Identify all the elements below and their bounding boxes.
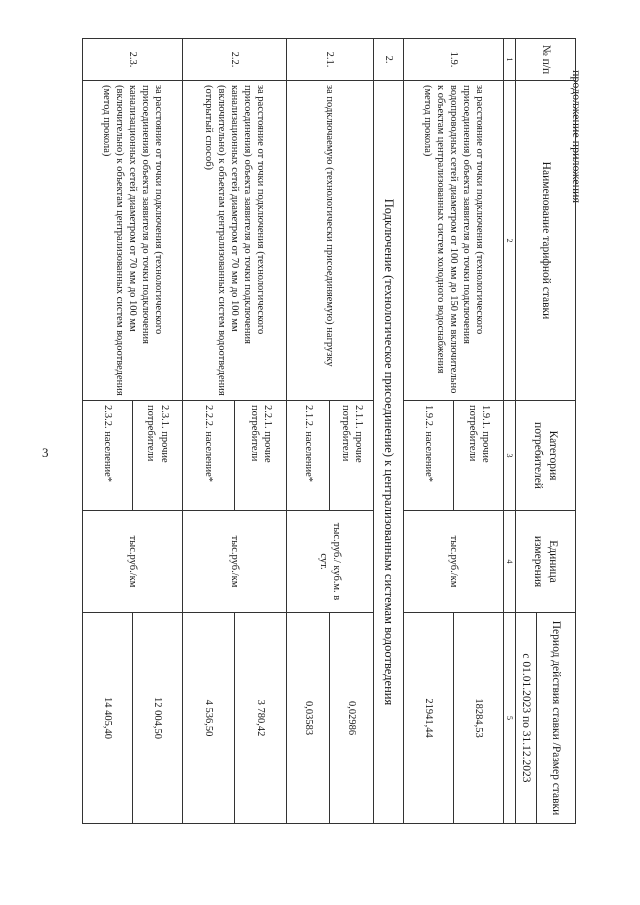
- table-header-row: [536, 39, 575, 824]
- row-number: 2.2.: [182, 39, 286, 81]
- unit: тыс.руб./км: [83, 511, 183, 613]
- unit: тыс.руб./км: [182, 511, 286, 613]
- col-index: 3: [504, 401, 516, 511]
- consumer-category: 2.2.2. население*: [182, 401, 234, 511]
- row-number: 2.1.: [287, 39, 374, 81]
- header-name: Наименование тарифной ставки: [515, 81, 575, 401]
- column-index-row: [504, 39, 516, 824]
- header-num: № п/п: [515, 39, 575, 81]
- consumer-category: 2.2.1. прочие потребители: [234, 401, 286, 511]
- header-unit: Единица измерения: [515, 511, 575, 613]
- consumer-category: 2.3.1. прочие потребители: [132, 401, 182, 511]
- rate-value: 0,03583: [287, 613, 330, 824]
- header-period: Период действия ставки /Размер ставки: [536, 613, 575, 824]
- tariff-name: за расстояние от точки подключения (технологического присоединения) объекта заявителя до точки подключения канализационных сетей диаметром от 70 мм до 100 мм (включительно) к объектам централизованных систем водоотведения (открытый способ): [182, 81, 286, 401]
- section-title: Подключение (технологическое присоединение) к централизованным системам водоотведения: [373, 81, 403, 824]
- rate-value: 12 004,50: [132, 613, 182, 824]
- rate-value: 3 780,42: [234, 613, 286, 824]
- table-row: [132, 39, 182, 824]
- consumer-category: 2.1.1. прочие потребители: [330, 401, 373, 511]
- tariff-name: за подключаемую (технологически присоединяемую) нагрузку: [287, 81, 374, 401]
- tariff-table-wrapper: [82, 38, 576, 823]
- rate-value: 18284,53: [454, 613, 504, 824]
- table-row: [454, 39, 504, 824]
- page-number: 3: [42, 445, 49, 460]
- header-date-range: с 01.01.2023 по 31.12.2023: [515, 613, 536, 824]
- tariff-name: за расстояние от точки подключения (технологического присоединения) объекта заявителя до точки подключения канализационных сетей диаметром от 70 мм до 100 мм (включительно) к объектам централизованных систем водоотведения (метод прокола): [83, 81, 183, 401]
- unit: тыс.руб./ куб.м. в сут.: [287, 511, 374, 613]
- consumer-category: 1.9.1. прочие потребители: [454, 401, 504, 511]
- tariff-name: за расстояние от точки подключения (технологического присоединения) объекта заявителя до точки подключения водопроводных сетей диаметром от 100 мм до 150 мм включительно к объектам централизованных систем холодного водоснабжения (метод прокола): [404, 81, 504, 401]
- col-index: 5: [504, 613, 516, 824]
- section-number: 2.: [373, 39, 403, 81]
- table-row: [330, 39, 373, 824]
- header-category: Категория потребителей: [515, 401, 575, 511]
- col-index: 4: [504, 511, 516, 613]
- col-index: 1: [504, 39, 516, 81]
- rate-value: 0,02986: [330, 613, 373, 824]
- row-number: 2.3.: [83, 39, 183, 81]
- rate-value: 4 536,50: [182, 613, 234, 824]
- unit: тыс.руб./км: [404, 511, 504, 613]
- row-number: 1.9.: [404, 39, 504, 81]
- rate-value: 14 405,40: [83, 613, 133, 824]
- rate-value: 21941,44: [404, 613, 454, 824]
- consumer-category: 2.3.2. население*: [83, 401, 133, 511]
- col-index: 2: [504, 81, 516, 401]
- consumer-category: 2.1.2. население*: [287, 401, 330, 511]
- continuation-note: продолжение приложения: [570, 70, 584, 203]
- table-row: [234, 39, 286, 824]
- section-row: [373, 39, 403, 824]
- tariff-table: [82, 38, 576, 824]
- consumer-category: 1.9.2. население*: [404, 401, 454, 511]
